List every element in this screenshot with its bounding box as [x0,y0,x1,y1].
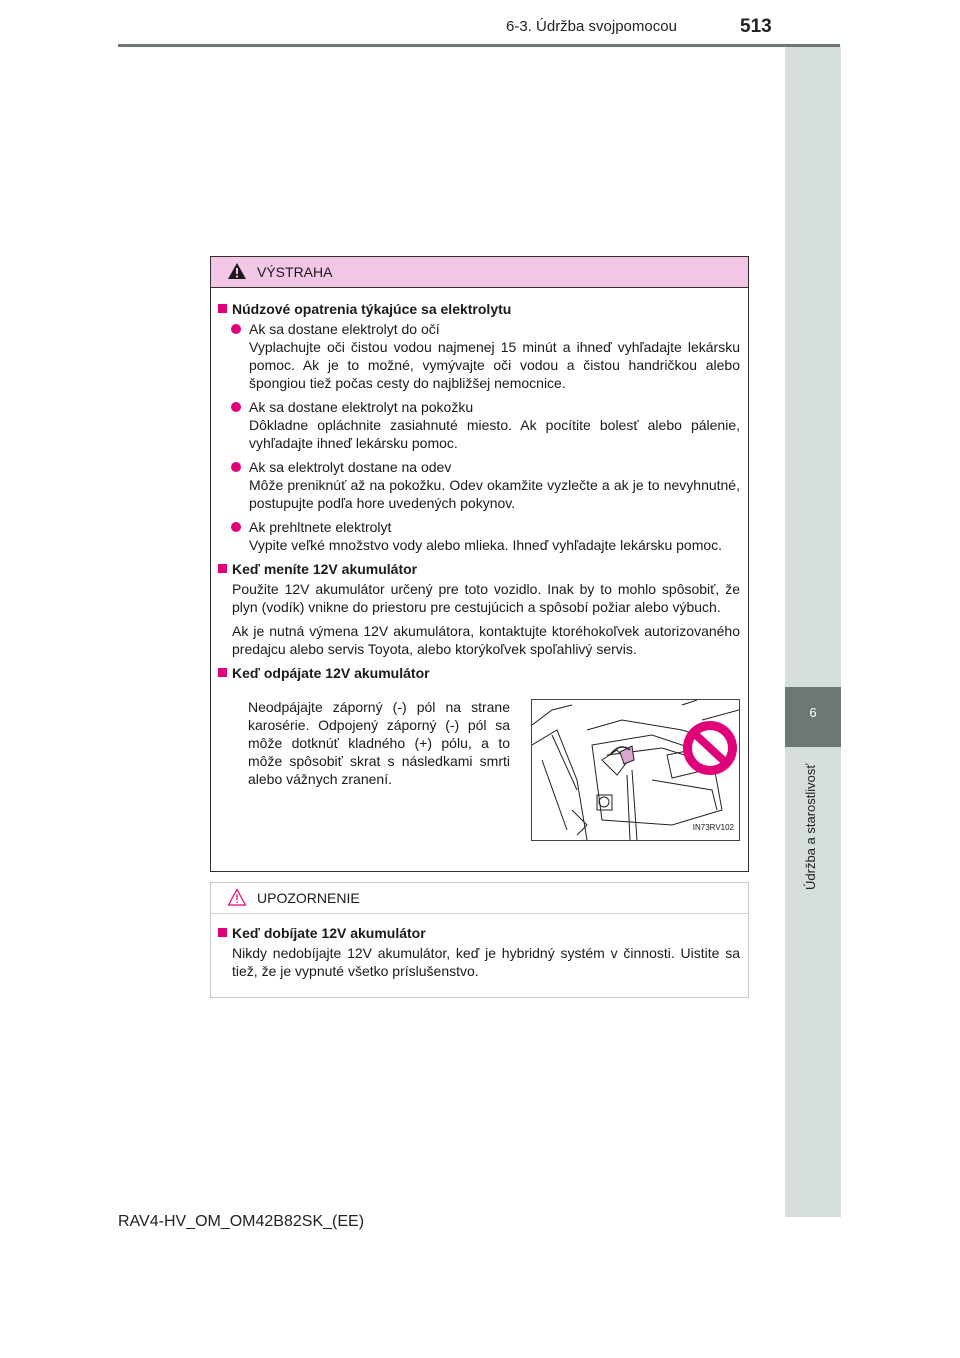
section-title-electrolyte: Núdzové opatrenia týkajúce sa elektrolytu [232,301,512,317]
caution-triangle-icon [227,888,247,906]
square-bullet-icon [218,668,227,677]
warning-triangle-icon [227,262,247,280]
chapter-number: 6 [809,705,817,720]
section-title-disconnecting: Keď odpájate 12V akumulátor [232,665,430,681]
caution-box [210,882,749,998]
section-electrolyte [217,300,740,554]
item-lead: Ak sa dostane elektrolyt do očí [249,321,440,337]
item-text: Vypite veľké množstvo vody alebo mlieka. Ihneď vyhľadajte lekársku pomoc. [249,537,723,553]
disconnect-instructions: Neodpájajte záporný (-) pól na strane karosérie. Odpojený záporný (-) pól sa môže dotknúť kladného (+) pólu, a to môže spôsobiť skrat s následkami smrti alebo vážnych zranení. [248,699,510,787]
list-item [217,458,740,512]
side-tab-upper [785,47,841,687]
section-title-replacing: Keď meníte 12V akumulátor [232,561,418,577]
section-title: 6-3. Údržba svojpomocou [506,18,677,35]
warning-box [210,256,749,872]
section-replacing-battery [217,560,740,658]
battery-terminal-illustration [531,699,740,841]
item-text: Dôkladne opláchnite zasiahnuté miesto. Ak pocítite bolesť alebo pálenie, vyhľadajte ihneď lekársku pomoc. [249,417,740,451]
page-number: 513 [740,16,772,37]
round-bullet-icon [231,402,241,412]
list-item [217,398,740,452]
list-item [217,518,740,554]
header-divider [118,44,840,47]
item-lead: Ak sa dostane elektrolyt na pokožku [249,399,474,415]
caution-section-title: Keď dobíjate 12V akumulátor [232,925,426,941]
square-bullet-icon [218,304,227,313]
square-bullet-icon [218,564,227,573]
caution-header [211,883,748,914]
square-bullet-icon [218,928,227,937]
list-item [217,320,740,392]
round-bullet-icon [231,522,241,532]
item-text: Vyplachujte oči čistou vodou najmenej 15 minút a ihneď vyhľadajte lekársku pomoc. Ak je to možné, vymývajte oči vodou a čistou handričkou alebo špongiou tiež počas cesty do najbližšej nemocnice. [249,339,740,391]
paragraph: Nikdy nedobíjajte 12V akumulátor, keď je hybridný systém v činnosti. Uistite sa tiež, že je vypnuté všetko príslušenstvo. [232,945,740,979]
warning-header [211,257,748,288]
item-text: Môže preniknúť až na pokožku. Odev okamžite vyzlečte a ak je to nevyhnutné, postupujte podľa hore uvedených pokynov. [249,477,740,511]
item-lead: Ak prehltnete elektrolyt [249,519,392,535]
paragraph: Použite 12V akumulátor určený pre toto vozidlo. Inak by to mohlo spôsobiť, že plyn (vodík) vnikne do priestoru pre cestujúcich a spôsobí požiar alebo výbuch. [232,581,740,615]
paragraph: Ak je nutná výmena 12V akumulátora, kontaktujte ktoréhokoľvek autorizovaného predajcu alebo servis Toyota, alebo ktorýkoľvek spoľahlivý servis. [232,623,740,657]
manual-code: RAV4-HV_OM_OM42B82SK_(EE) [118,1213,365,1230]
item-lead: Ak sa elektrolyt dostane na odev [249,459,452,475]
round-bullet-icon [231,324,241,334]
chapter-title: Údržba a starostlivosť [803,763,818,890]
caution-title: UPOZORNENIE [257,890,360,906]
section-disconnecting-battery [217,664,740,844]
round-bullet-icon [231,462,241,472]
figure-code: IN73RV102 [692,823,734,832]
chapter-tab [785,687,841,747]
warning-title: VÝSTRAHA [257,264,333,280]
